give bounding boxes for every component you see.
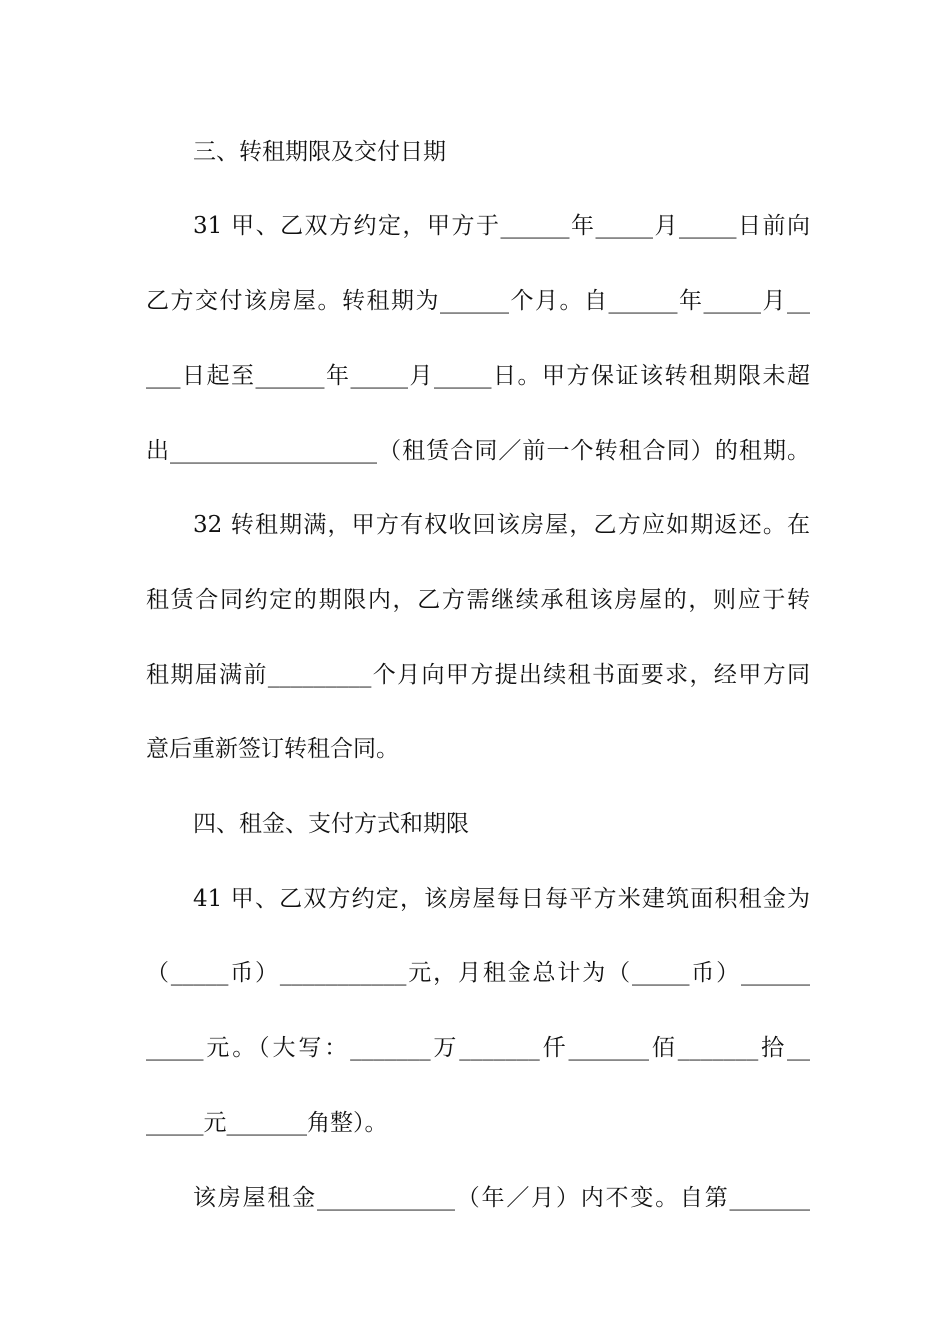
- paragraph-line: 租赁合同约定的期限内，乙方需继续承租该房屋的，则应于转: [146, 587, 810, 613]
- section-heading-3: 三、转租期限及交付日期: [193, 139, 446, 165]
- paragraph-line: 31 甲、乙双方约定，甲方于______年_____月_____日前向: [193, 213, 810, 239]
- paragraph-line: 意后重新签订转租合同。: [146, 736, 399, 762]
- paragraph-line: ___日起至______年_____月_____日。甲方保证该转租期限未超: [146, 363, 810, 389]
- paragraph-line: _____元_______角整）。: [146, 1110, 388, 1136]
- paragraph-line: 32 转租期满，甲方有权收回该房屋，乙方应如期返还。在: [193, 512, 810, 538]
- paragraph-line: 41 甲、乙双方约定，该房屋每日每平方米建筑面积租金为: [193, 886, 810, 912]
- paragraph-line: 租期届满前_________个月向甲方提出续租书面要求，经甲方同: [146, 662, 810, 688]
- paragraph-line: _____元。（大写：_______万_______仟_______佰_______拾__: [146, 1035, 810, 1061]
- paragraph-line: （_____币）___________元，月租金总计为（_____币）______: [146, 960, 810, 986]
- paragraph-line: 出__________________（租赁合同／前一个转租合同）的租期。: [146, 438, 810, 464]
- paragraph-line: 该房屋租金____________（年／月）内不变。自第_______: [193, 1185, 810, 1211]
- paragraph-line: 乙方交付该房屋。转租期为______个月。自______年_____月__: [146, 288, 810, 314]
- section-heading-4: 四、租金、支付方式和期限: [193, 811, 469, 837]
